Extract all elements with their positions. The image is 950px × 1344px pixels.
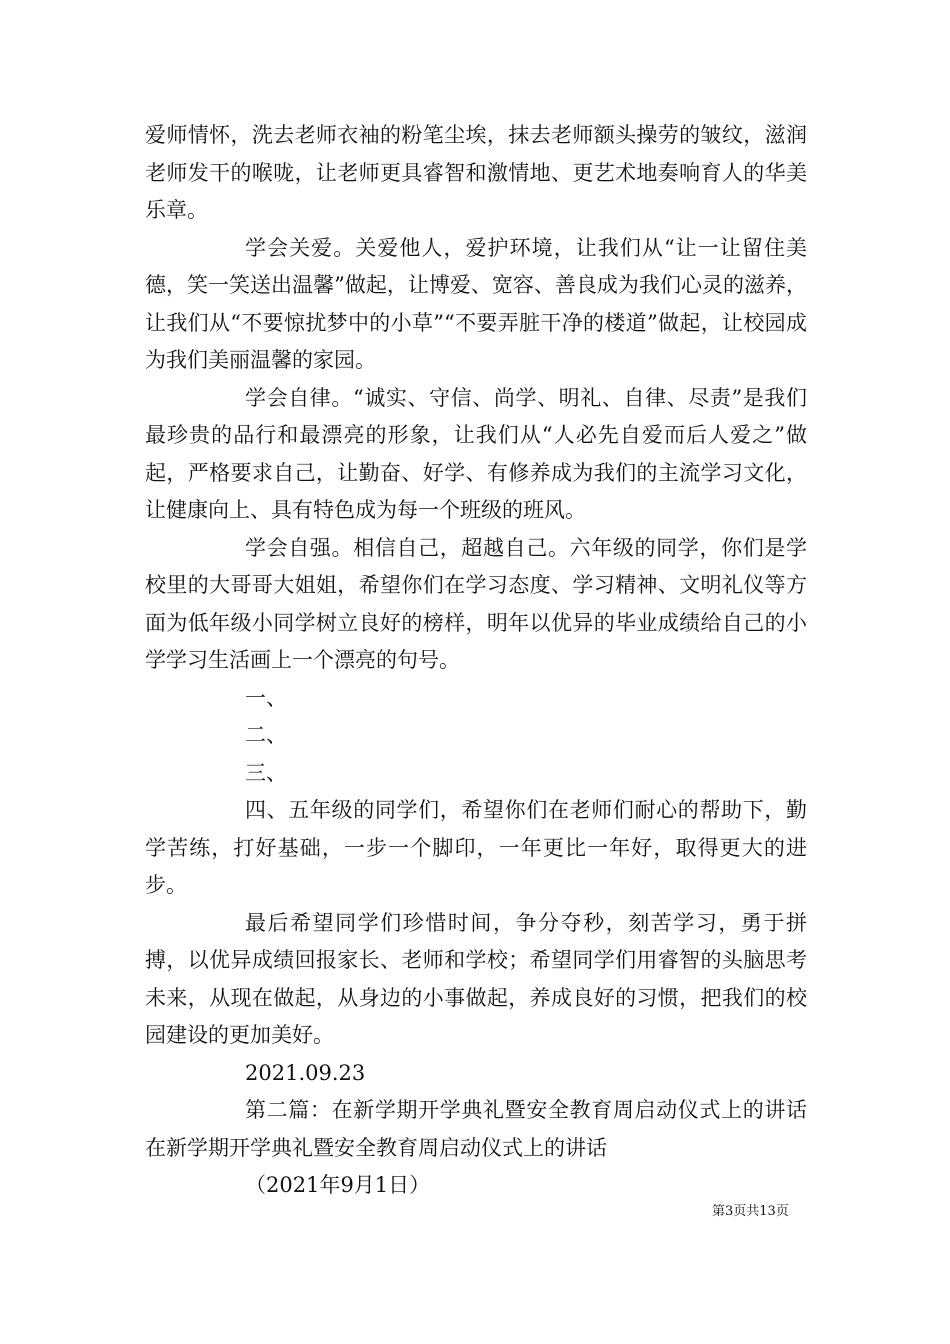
- section-title-second-article: 第二篇：在新学期开学典礼暨安全教育周启动仪式上的讲话在新学期开学典礼暨安全教育周启动仪式上的讲话: [145, 1098, 807, 1160]
- list-item-one: 一、: [245, 685, 287, 710]
- paragraph-learn-care: 学会关爱。关爱他人，爱护环境，让我们从“让一让留住美德，笑一笑送出温馨”做起，让博爱、宽容、善良成为我们心灵的滋养，让我们从“不要惊扰梦中的小草”“不要弄脏干净的楼道”做起，让校园成为我们美丽温馨的家园。: [145, 235, 807, 372]
- list-item-three: 三、: [245, 760, 287, 785]
- page-number-footer: 第3页共13页: [712, 1204, 789, 1219]
- date-line: 2021.09.23: [245, 1060, 366, 1085]
- paragraph-learn-self-discipline: 学会自律。“诚实、守信、尚学、明礼、自律、尽责”是我们最珍贵的品行和最漂亮的形象，让我们从“人必先自爱而后人爱之”做起，严格要求自己，让勤奋、好学、有修养成为我们的主流学习文化，让健康向上、具有特色成为每一个班级的班风。: [145, 385, 807, 522]
- list-item-two: 二、: [245, 723, 287, 747]
- paragraph-grade-four-five: 四、五年级的同学们，希望你们在老师们耐心的帮助下，勤学苦练，打好基础，一步一个脚印，一年更比一年好，取得更大的进步。: [145, 798, 807, 897]
- paragraph-learn-self-reliance: 学会自强。相信自己，超越自己。六年级的同学，你们是学校里的大哥哥大姐姐，希望你们在学习态度、学习精神、文明礼仪等方面为低年级小同学树立良好的榜样，明年以优异的毕业成绩给自己的小学学习生活画上一个漂亮的句号。: [145, 535, 807, 672]
- speech-date: （2021年9月1日）: [245, 1173, 431, 1197]
- document-body: [145, 117, 807, 1205]
- paragraph-continuation: 爱师情怀，洗去老师衣袖的粉笔尘埃，抹去老师额头操劳的皱纹，滋润老师发干的喉咙，让老师更具睿智和激情地、更艺术地奏响育人的华美乐章。: [145, 123, 807, 222]
- paragraph-closing-wishes: 最后希望同学们珍惜时间，争分夺秒，刻苦学习，勇于拼搏，以优异成绩回报家长、老师和学校；希望同学们用睿智的头脑思考未来，从现在做起，从身边的小事做起，养成良好的习惯，把我们的校园建设的更加美好。: [145, 910, 807, 1047]
